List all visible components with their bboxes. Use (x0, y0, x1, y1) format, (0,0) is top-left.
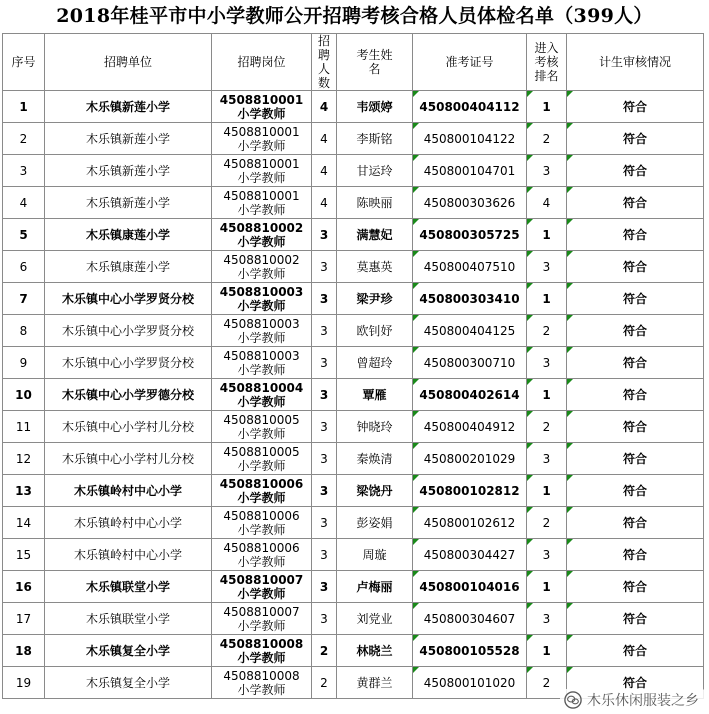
unit-text: 木乐镇岭村中心小学 (73, 547, 182, 562)
cell-post[interactable] (212, 507, 312, 539)
cell-rank[interactable]: 3 (527, 251, 567, 283)
cell-unit[interactable] (45, 123, 212, 155)
cell-unit[interactable] (45, 571, 212, 603)
post-code: 4508810005 (223, 444, 300, 459)
table-row (3, 411, 704, 443)
cell-name[interactable]: 莫惠英 (337, 251, 413, 283)
cell-ticket[interactable]: 450800303626 (413, 187, 527, 219)
cell-name[interactable]: 卢梅丽 (337, 571, 413, 603)
post-code: 4508810002 (219, 220, 304, 235)
header-count[interactable] (312, 34, 337, 91)
cell-status[interactable]: 符合 (567, 123, 704, 155)
cell-seq[interactable]: 12 (3, 443, 45, 475)
cell-rank[interactable]: 2 (527, 315, 567, 347)
cell-unit[interactable] (45, 283, 212, 315)
post-code: 4508810007 (219, 572, 304, 587)
cell-count[interactable]: 3 (312, 443, 337, 475)
cell-ticket[interactable]: 450800105528 (413, 635, 527, 667)
cell-status[interactable]: 符合 (567, 475, 704, 507)
cell-post[interactable] (212, 379, 312, 411)
watermark (560, 689, 705, 711)
cell-rank[interactable]: 3 (527, 603, 567, 635)
post-name: 小学教师 (237, 618, 286, 633)
cell-seq[interactable]: 16 (3, 571, 45, 603)
table-row (3, 251, 704, 283)
post-name: 小学教师 (237, 586, 286, 601)
cell-unit[interactable] (45, 635, 212, 667)
cell-seq[interactable]: 4 (3, 187, 45, 219)
cell-rank[interactable]: 3 (527, 539, 567, 571)
post-name: 小学教师 (237, 490, 286, 505)
post-code: 4508810008 (223, 668, 300, 683)
cell-status[interactable]: 符合 (567, 411, 704, 443)
cell-count[interactable]: 4 (312, 91, 337, 123)
cell-name[interactable]: 覃雁 (337, 379, 413, 411)
cell-name[interactable]: 梁尹珍 (337, 283, 413, 315)
cell-ticket[interactable]: 450800305725 (413, 219, 527, 251)
cell-post[interactable] (212, 283, 312, 315)
post-code: 4508810005 (223, 412, 300, 427)
header-post[interactable]: 招聘岗位 (212, 34, 312, 91)
post-name: 小学教师 (237, 522, 286, 537)
cell-rank[interactable]: 1 (527, 379, 567, 411)
unit-text: 木乐镇岭村中心小学 (73, 515, 182, 530)
table-row (3, 475, 704, 507)
cell-name[interactable]: 彭姿娟 (337, 507, 413, 539)
header-rank-label: 进入考核排名 (534, 41, 559, 83)
cell-status[interactable]: 符合 (567, 635, 704, 667)
unit-text: 木乐镇康莲小学 (85, 227, 170, 242)
cell-post[interactable] (212, 539, 312, 571)
cell-status[interactable]: 符合 (567, 347, 704, 379)
cell-rank[interactable]: 4 (527, 187, 567, 219)
cell-ticket[interactable]: 450800402614 (413, 379, 527, 411)
cell-unit[interactable] (45, 187, 212, 219)
cell-unit[interactable] (45, 155, 212, 187)
cell-ticket[interactable]: 450800304607 (413, 603, 527, 635)
table-row (3, 347, 704, 379)
header-ticket[interactable]: 准考证号 (413, 34, 527, 91)
post-name: 小学教师 (237, 458, 286, 473)
post-code: 4508810004 (219, 380, 304, 395)
cell-name[interactable]: 满慧妃 (337, 219, 413, 251)
cell-count[interactable]: 3 (312, 571, 337, 603)
cell-ticket[interactable]: 450800201029 (413, 443, 527, 475)
cell-post[interactable] (212, 475, 312, 507)
post-name: 小学教师 (237, 202, 286, 217)
cell-name[interactable]: 梁饶丹 (337, 475, 413, 507)
cell-name[interactable]: 周璇 (337, 539, 413, 571)
post-code: 4508810008 (219, 636, 304, 651)
cell-post[interactable] (212, 219, 312, 251)
header-seq[interactable]: 序号 (3, 34, 45, 91)
unit-text: 木乐镇中心小学村儿分校 (61, 419, 194, 434)
cell-seq[interactable]: 8 (3, 315, 45, 347)
cell-status[interactable]: 符合 (567, 571, 704, 603)
cell-ticket[interactable]: 450800101020 (413, 667, 527, 699)
cell-name[interactable]: 陈映丽 (337, 187, 413, 219)
header-name-label: 考生姓名 (356, 48, 393, 76)
cell-name[interactable]: 韦颂婷 (337, 91, 413, 123)
cell-count[interactable]: 3 (312, 507, 337, 539)
cell-ticket[interactable]: 450800102812 (413, 475, 527, 507)
cell-count[interactable]: 3 (312, 603, 337, 635)
cell-name[interactable]: 林晓兰 (337, 635, 413, 667)
post-name: 小学教师 (237, 362, 286, 377)
table-row (3, 155, 704, 187)
cell-rank[interactable]: 2 (527, 123, 567, 155)
cell-ticket[interactable]: 450800407510 (413, 251, 527, 283)
cell-status[interactable]: 符合 (567, 603, 704, 635)
cell-post[interactable] (212, 315, 312, 347)
cell-count[interactable]: 3 (312, 347, 337, 379)
unit-text: 木乐镇新莲小学 (85, 195, 170, 210)
cell-rank[interactable]: 3 (527, 347, 567, 379)
unit-text: 木乐镇中心小学罗贤分校 (61, 291, 194, 306)
post-name: 小学教师 (237, 554, 286, 569)
unit-text: 木乐镇联堂小学 (85, 579, 170, 594)
post-code: 4508810001 (223, 124, 300, 139)
cell-post[interactable] (212, 443, 312, 475)
table-row (3, 571, 704, 603)
cell-count[interactable]: 3 (312, 411, 337, 443)
cell-name[interactable]: 秦焕清 (337, 443, 413, 475)
table-row (3, 315, 704, 347)
cell-name[interactable]: 刘党业 (337, 603, 413, 635)
post-name: 小学教师 (237, 138, 286, 153)
cell-unit[interactable] (45, 667, 212, 699)
cell-seq[interactable]: 10 (3, 379, 45, 411)
cell-rank[interactable]: 1 (527, 571, 567, 603)
cell-count[interactable]: 3 (312, 283, 337, 315)
unit-text: 木乐镇中心小学罗贤分校 (61, 355, 194, 370)
post-code: 4508810001 (223, 188, 300, 203)
post-code: 4508810007 (223, 604, 300, 619)
unit-text: 木乐镇联堂小学 (85, 611, 170, 626)
cell-name[interactable]: 钟晓玲 (337, 411, 413, 443)
table-row (3, 187, 704, 219)
post-name: 小学教师 (237, 330, 286, 345)
cell-seq[interactable]: 7 (3, 283, 45, 315)
cell-post[interactable] (212, 347, 312, 379)
cell-status[interactable]: 符合 (567, 315, 704, 347)
cell-count[interactable]: 4 (312, 155, 337, 187)
cell-count[interactable]: 3 (312, 251, 337, 283)
table-row (3, 91, 704, 123)
cell-name[interactable]: 曾超玲 (337, 347, 413, 379)
cell-seq[interactable]: 17 (3, 603, 45, 635)
table-row (3, 443, 704, 475)
cell-ticket[interactable]: 450800104122 (413, 123, 527, 155)
unit-text: 木乐镇岭村中心小学 (73, 483, 182, 498)
cell-post[interactable] (212, 123, 312, 155)
cell-post[interactable] (212, 251, 312, 283)
cell-count[interactable]: 2 (312, 635, 337, 667)
post-name: 小学教师 (237, 650, 286, 665)
post-name: 小学教师 (237, 266, 286, 281)
table-row (3, 507, 704, 539)
cell-unit[interactable] (45, 507, 212, 539)
cell-name[interactable]: 甘运玲 (337, 155, 413, 187)
post-name: 小学教师 (237, 394, 286, 409)
cell-seq[interactable]: 3 (3, 155, 45, 187)
table-row (3, 123, 704, 155)
cell-name[interactable]: 欧钊妤 (337, 315, 413, 347)
table-row (3, 219, 704, 251)
table-row (3, 635, 704, 667)
cell-seq[interactable]: 18 (3, 635, 45, 667)
cell-status[interactable]: 符合 (567, 187, 704, 219)
cell-ticket[interactable]: 450800303410 (413, 283, 527, 315)
cell-seq[interactable]: 15 (3, 539, 45, 571)
cell-ticket[interactable]: 450800300710 (413, 347, 527, 379)
post-code: 4508810006 (223, 508, 300, 523)
cell-name[interactable]: 李斯铭 (337, 123, 413, 155)
unit-text: 木乐镇康莲小学 (85, 259, 170, 274)
unit-text: 木乐镇新莲小学 (85, 99, 170, 114)
unit-text: 木乐镇中心小学罗德分校 (61, 387, 194, 402)
unit-text: 木乐镇新莲小学 (85, 163, 170, 178)
table-row (3, 603, 704, 635)
header-row (3, 34, 704, 91)
unit-text: 木乐镇新莲小学 (85, 131, 170, 146)
post-name: 小学教师 (237, 682, 286, 697)
cell-unit[interactable] (45, 475, 212, 507)
cell-count[interactable]: 2 (312, 667, 337, 699)
post-name: 小学教师 (237, 106, 286, 121)
header-rank[interactable] (527, 34, 567, 91)
post-code: 4508810001 (219, 92, 304, 107)
candidate-table (2, 33, 704, 699)
cell-count[interactable]: 3 (312, 475, 337, 507)
cell-seq[interactable]: 2 (3, 123, 45, 155)
cell-status[interactable]: 符合 (567, 443, 704, 475)
unit-text: 木乐镇中心小学罗贤分校 (61, 323, 194, 338)
post-code: 4508810003 (223, 316, 300, 331)
cell-rank[interactable]: 1 (527, 283, 567, 315)
unit-text: 木乐镇复全小学 (85, 643, 170, 658)
cell-status[interactable]: 符合 (567, 91, 704, 123)
cell-status[interactable]: 符合 (567, 379, 704, 411)
cell-rank[interactable]: 1 (527, 219, 567, 251)
cell-count[interactable]: 4 (312, 187, 337, 219)
cell-unit[interactable] (45, 603, 212, 635)
cell-seq[interactable]: 14 (3, 507, 45, 539)
cell-seq[interactable]: 5 (3, 219, 45, 251)
cell-count[interactable]: 3 (312, 315, 337, 347)
cell-rank[interactable]: 2 (527, 411, 567, 443)
header-count-label: 招聘人数 (317, 34, 330, 90)
table-row (3, 539, 704, 571)
cell-post[interactable] (212, 603, 312, 635)
cell-rank[interactable]: 3 (527, 443, 567, 475)
cell-rank[interactable]: 1 (527, 91, 567, 123)
cell-rank[interactable]: 1 (527, 635, 567, 667)
cell-post[interactable] (212, 187, 312, 219)
cell-seq[interactable]: 1 (3, 91, 45, 123)
cell-rank[interactable]: 2 (527, 667, 567, 699)
cell-post[interactable] (212, 667, 312, 699)
cell-ticket[interactable]: 450800102612 (413, 507, 527, 539)
cell-count[interactable]: 3 (312, 379, 337, 411)
cell-name[interactable]: 黄群兰 (337, 667, 413, 699)
post-code: 4508810003 (223, 348, 300, 363)
post-code: 4508810003 (219, 284, 304, 299)
cell-unit[interactable] (45, 219, 212, 251)
cell-unit[interactable] (45, 347, 212, 379)
cell-status[interactable]: 符合 (567, 507, 704, 539)
table-row (3, 379, 704, 411)
cell-count[interactable]: 4 (312, 123, 337, 155)
cell-status[interactable]: 符合 (567, 155, 704, 187)
table-body (3, 91, 704, 699)
wechat-logo-icon (564, 691, 582, 709)
cell-seq[interactable]: 13 (3, 475, 45, 507)
post-name: 小学教师 (237, 298, 286, 313)
cell-post[interactable] (212, 155, 312, 187)
post-code: 4508810001 (223, 156, 300, 171)
header-status[interactable]: 计生审核情况 (567, 34, 704, 91)
cell-count[interactable]: 3 (312, 539, 337, 571)
cell-unit[interactable] (45, 315, 212, 347)
cell-status[interactable]: 符合 (567, 283, 704, 315)
cell-unit[interactable] (45, 379, 212, 411)
cell-ticket[interactable]: 450800404912 (413, 411, 527, 443)
cell-rank[interactable]: 3 (527, 155, 567, 187)
header-name[interactable] (337, 34, 413, 91)
post-name: 小学教师 (237, 234, 286, 249)
unit-text: 木乐镇中心小学村儿分校 (61, 451, 194, 466)
cell-post[interactable] (212, 91, 312, 123)
cell-status[interactable]: 符合 (567, 667, 704, 699)
post-code: 4508810006 (223, 540, 300, 555)
cell-unit[interactable] (45, 443, 212, 475)
cell-post[interactable] (212, 411, 312, 443)
cell-seq[interactable]: 11 (3, 411, 45, 443)
cell-ticket[interactable]: 450800104016 (413, 571, 527, 603)
table-row (3, 283, 704, 315)
cell-post[interactable] (212, 571, 312, 603)
cell-unit[interactable] (45, 539, 212, 571)
cell-status[interactable]: 符合 (567, 251, 704, 283)
header-unit[interactable]: 招聘单位 (45, 34, 212, 91)
page-title: 2018年桂平市中小学教师公开招聘考核合格人员体检名单（399人） (56, 5, 653, 27)
cell-post[interactable] (212, 635, 312, 667)
cell-unit[interactable] (45, 91, 212, 123)
cell-status[interactable]: 符合 (567, 219, 704, 251)
cell-unit[interactable] (45, 251, 212, 283)
post-name: 小学教师 (237, 170, 286, 185)
cell-ticket[interactable]: 450800404112 (413, 91, 527, 123)
cell-status[interactable]: 符合 (567, 539, 704, 571)
post-name: 小学教师 (237, 426, 286, 441)
cell-rank[interactable]: 1 (527, 475, 567, 507)
post-code: 4508810006 (219, 476, 304, 491)
cell-seq[interactable]: 19 (3, 667, 45, 699)
unit-text: 木乐镇复全小学 (85, 675, 170, 690)
cell-ticket[interactable]: 450800304427 (413, 539, 527, 571)
cell-ticket[interactable]: 450800104701 (413, 155, 527, 187)
cell-seq[interactable]: 6 (3, 251, 45, 283)
cell-count[interactable]: 3 (312, 219, 337, 251)
cell-seq[interactable]: 9 (3, 347, 45, 379)
cell-ticket[interactable]: 450800404125 (413, 315, 527, 347)
cell-unit[interactable] (45, 411, 212, 443)
watermark-text: 木乐休闲服装之乡 (587, 693, 699, 709)
cell-rank[interactable]: 2 (527, 507, 567, 539)
post-code: 4508810002 (223, 252, 300, 267)
